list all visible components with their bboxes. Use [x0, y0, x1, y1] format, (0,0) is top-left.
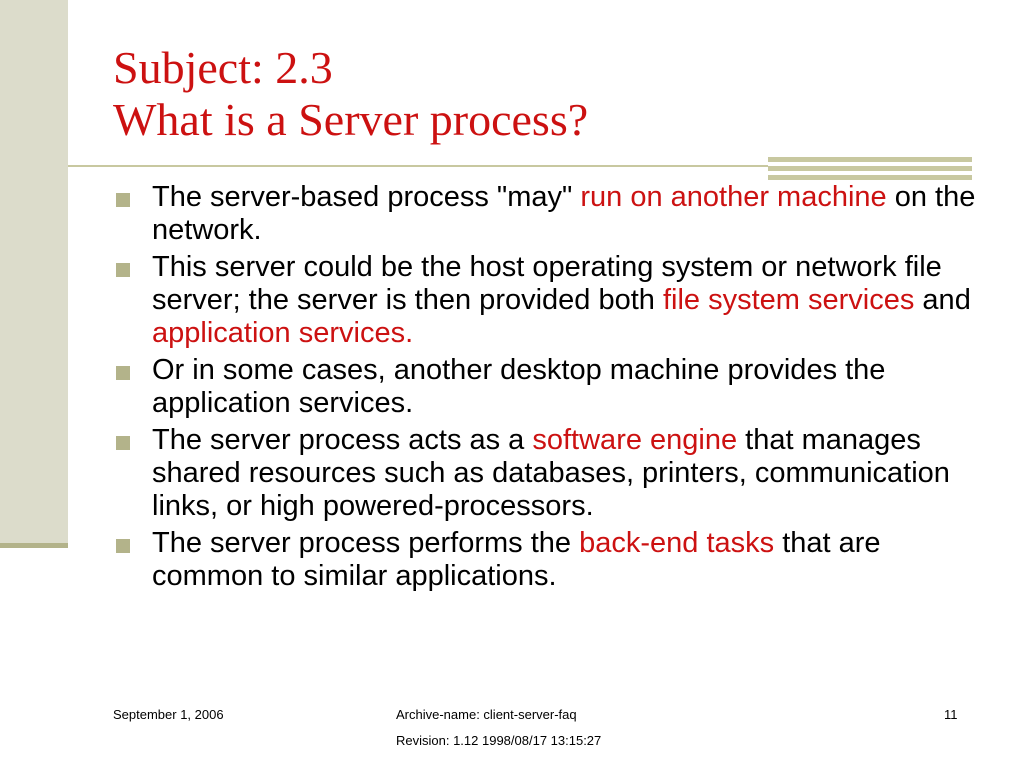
side-decoration-panel [0, 0, 68, 543]
footer-date: September 1, 2006 [113, 707, 224, 722]
highlighted-text: file system services [662, 284, 915, 316]
bullet-text: The server process acts as a [152, 424, 533, 456]
footer-archive-name: Archive-name: client-server-faq [396, 707, 577, 722]
bullet-text: on the network. [152, 181, 976, 246]
footer-revision: Revision: 1.12 1998/08/17 13:15:27 [396, 733, 602, 748]
bullet-item [116, 354, 976, 420]
divider-bar-2 [768, 166, 972, 171]
divider-bar-3 [768, 175, 972, 180]
footer-page-number: 11 [944, 707, 958, 722]
bullet-item [116, 181, 976, 247]
bullet-text: Or in some cases, another desktop machine provides the application services. [152, 354, 886, 419]
square-bullet-icon [116, 193, 130, 207]
title-divider [68, 165, 768, 167]
bullet-text: The server-based process "may" [152, 181, 581, 213]
highlighted-text: run on another machine [580, 181, 887, 213]
bullet-item [116, 251, 976, 350]
highlighted-text: application services. [152, 317, 414, 349]
bullet-text: that manages shared resources such as databases, printers, communication links, or high powered-processors. [152, 424, 950, 522]
bullet-text: and [914, 284, 971, 316]
title-line-2: What is a Server process? [113, 94, 589, 145]
square-bullet-icon [116, 366, 130, 380]
bullet-text: The server process performs the [152, 527, 580, 559]
bullet-item [116, 424, 976, 523]
square-bullet-icon [116, 539, 130, 553]
divider-bar-1 [768, 157, 972, 162]
bullet-list [116, 181, 976, 597]
square-bullet-icon [116, 263, 130, 277]
title-line-1: Subject: 2.3 [113, 42, 333, 93]
highlighted-text: software engine [532, 424, 738, 456]
bullet-item [116, 527, 976, 593]
slide-title [113, 42, 588, 146]
bullet-text: This server could be the host operating system or network file server; the server is then provided both [152, 251, 942, 316]
highlighted-text: back-end tasks [579, 527, 775, 559]
side-decoration-line [0, 543, 68, 548]
bullet-text: that are common to similar applications. [152, 527, 881, 592]
square-bullet-icon [116, 436, 130, 450]
